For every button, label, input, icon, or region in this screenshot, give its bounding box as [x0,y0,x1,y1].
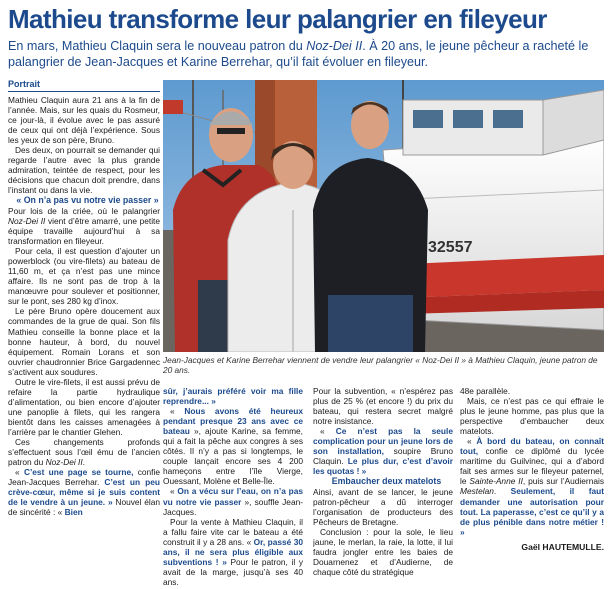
article-column-3 [313,386,453,589]
quote: Le plus dur, c’est d’avoir les quotas ! » [313,456,453,477]
text: . [493,486,511,497]
text: soupire Bruno Claquin. [313,446,453,467]
photo-illustration [163,80,604,352]
paragraph [163,406,303,486]
headline: Mathieu transforme leur palangrier en fileyeur [8,4,547,34]
text: Ces changements profonds s’effectuent sous l’œil ému de l’ancien patron du [8,437,160,468]
byline: Gaël HAUTEMULLE. [521,541,604,552]
paragraph: Des deux, on pourrait se demander qui regarde l’autre avec la plus grande admiration, teintée de respect, pour les décisions que chacun doit prendre, dans l’instant ou dans la vie. [8,145,160,196]
photo-caption: Jean-Jacques et Karine Berrehar viennent de vendre leur palangrier « Noz-Dei II » à Mathieu Claquin, jeune patron de 20 ans. [163,355,598,375]
quote: C’est une page se tourne, [23,467,134,478]
text: « [15,467,24,478]
quote: Or, passé 30 ans, il ne sera plus éligible aux subventions ! » [163,536,303,567]
paragraph: Pour la subvention, « n’espérez pas plus de 25 % (et encore !) du prix du bateau, qui restera secret malgré notre insistance. [313,386,453,427]
standfirst-part1: En mars, Mathieu Claquin sera le nouveau patron du [8,39,307,53]
quote: Seulement, il faut demander une autorisation pour tout. La paperasse, c’est ce qu’il y a de plus pénible dans notre métier ! » [460,486,604,537]
article-photo [163,80,604,352]
subheading: Embaucher deux matelots [331,476,442,487]
section-tag: Portrait [8,79,160,92]
boat-name: Noz-Dei II [45,457,83,468]
quote: Ce n’est pas la seule complication pour un jeune lors de son installation, [313,426,453,457]
paragraph: 48e parallèle. [460,386,511,396]
text: confie ce diplômé du lycée maritime du Guilvinec, qui a d’abord fait ses armes sur le fileyeur paternel, le [460,446,604,487]
paragraph: Ainsi, avant de se lancer, le jeune patron-pêcheur a dû interroger l’organisation de producteurs des Pêcheurs de Bretagne. [313,486,453,528]
paragraph: Mathieu Claquin aura 21 ans à la fin de l’année. Mais, sur les quais du Rosmeur, ce jour-là, il évolue avec le pas assuré de ceux qui ont déjà l’expérience. Sous les yeux de son père, Bruno. [8,95,160,146]
paragraph: Pour cela, il est question d’ajouter un powerblock (ou vire-filets) au bateau de 11,60 m, et ça n’est pas une mince affaire. Ils ne sont pas de trop à la manœuvre pour soulever et positionner, sur le pont, ses 280 kg d’inox. [8,246,160,307]
text: « [320,426,336,437]
paragraph: Mais, ce n’est pas ce qui effraie le plus le jeune homme, pas plus que la perspective d’embaucher deux matelots. [460,396,604,437]
text: confie Jean-Jacques Berrehar. [8,467,160,488]
paragraph [8,467,160,517]
paragraph: Conclusion : pour la sole, le lieu jaune, le merlan, la raie, la lotte, il lui faudra jongler entre les baies de Douarnenez et d’Audierne, de chaque côté du stratégique [313,527,453,578]
quote: Nous avons été heureux pendant presque 23 ans avec ce bateau [163,406,303,437]
text: « [170,406,185,417]
article-column-4 [460,386,604,589]
text: », souffle Jean-Jacques. [163,496,303,517]
subheading: « On n’a pas vu notre vie passer » [16,195,159,206]
paragraph [8,437,160,467]
standfirst-boat-name: Noz-Dei II [306,39,363,53]
hull-number: 32557 [428,239,473,256]
paragraph: Le père Bruno opère doucement aux commandes de la grue de quai. Son fils Mathieu conseille la bonne place et la bonne hauteur, à bord, du nouvel équipement. Romain Lorans et son ouvrier chaudronnier Brice Gargadennec s’activent aux soudures. [8,306,160,377]
quote: Bien [64,507,83,518]
text: », ajoute Karine, sa femme, qui a fait la pêche aux congres à ses côtés. Il n’y a pas si longtemps, le couple lançait encore ses 4 200 hameçons entre l’île Vierge, Ouessant, Molène et Belle-Île. [163,426,303,487]
boat-name: Noz-Dei II [8,216,46,227]
boat-name: Mestelan [460,486,494,497]
quote: On a vécu sur l’eau, on n’a pas vu notre vie passer [163,486,303,507]
standfirst [8,38,604,70]
standfirst-part2: . À 20 ans, le jeune pêcheur a racheté le palangrier de Jean-Jacques et Karine Berrehar, qu’il fait évoluer en fileyeur. [8,39,589,69]
paragraph [163,517,303,587]
quote: À bord du bateau, on connaît tout, [460,436,604,457]
quote: C’est un peu crève-cœur, même si je suis content de le vendre à un jeune. » [8,477,160,508]
paragraph [8,206,160,246]
paragraph [163,486,303,516]
text: Nouvel élan de sincérité : « [8,497,160,518]
article-column-2 [163,386,303,589]
text: « [467,436,477,447]
text: Pour lois de la criée, où le palangrier [8,205,160,216]
text: Pour le patron, il y avait de la marge, jusqu’à ses 40 ans. [163,556,303,587]
paragraph: Outre le vire-filets, il est aussi prévu de refaire la partie hydraulique d’alimentation, ou bien encore d’ajouter une panoplie à filets, qui les rangera bientôt dans les caisses amenagées à l’arrière par le chantier Glehen. [8,376,160,437]
text: vient d’être amarré, une petite équipe travaille aujourd’hui à sa transformation en fileyeur. [8,216,160,247]
quote: sûr, j’aurais préféré voir ma fille reprendre... » [163,386,303,407]
text: , puis sur l’Audiernais [522,476,604,487]
text: . [82,457,85,468]
text: Pour la vente à Mathieu Claquin, il a fallu faire vite car le bateau a été construit il y a 28 ans. « [163,516,303,547]
boat-name: Sainte-Anne II [469,476,523,487]
text: « [170,486,178,497]
paragraph [313,426,453,476]
paragraph [460,436,604,536]
article-column-1 [8,95,160,589]
